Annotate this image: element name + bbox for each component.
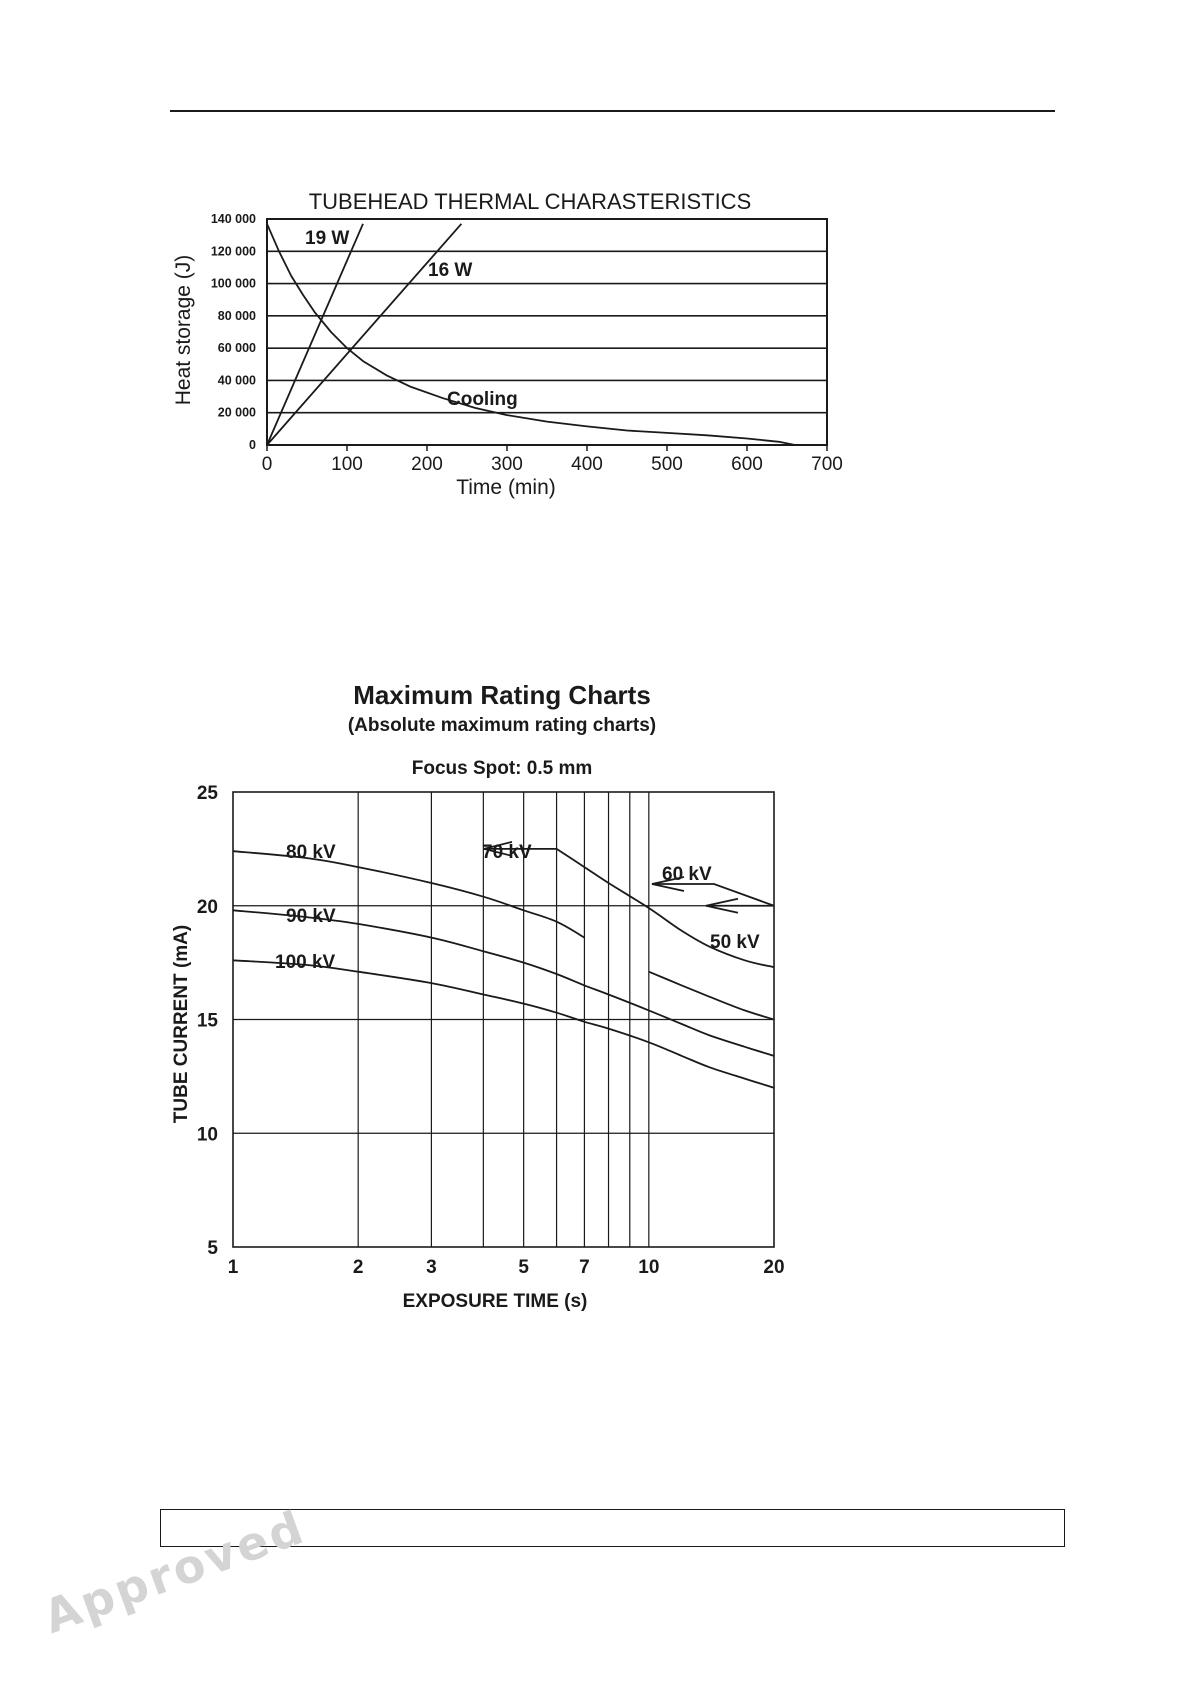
thermal-ytick-label: 40 000 [217, 373, 256, 388]
rating-series-100-kv [233, 960, 774, 1088]
thermal-ytick-label: 80 000 [217, 308, 256, 323]
thermal-ytick-label: 60 000 [217, 341, 256, 356]
thermal-xtick-label: 100 [331, 454, 363, 475]
rating-xtick-label: 3 [426, 1257, 437, 1278]
rating-chart-title: Maximum Rating Charts [353, 680, 651, 710]
thermal-ytick-label: 140 000 [210, 212, 256, 226]
rating-curve-label: 60 kV [662, 864, 712, 885]
thermal-chart-title: TUBEHEAD THERMAL CHARASTERISTICS [308, 189, 752, 214]
thermal-ytick-label: 100 000 [210, 276, 256, 291]
rating-chart-subtitle: (Absolute maximum rating charts) [347, 715, 657, 736]
thermal-xtick-label: 300 [491, 454, 523, 475]
rating-xtick-label: 7 [579, 1257, 590, 1278]
thermal-series-16-w [267, 224, 461, 445]
rating-series-60-kv [649, 972, 774, 1020]
rating-chart-caption: Focus Spot: 0.5 mm [411, 758, 593, 779]
rating-ytick-label: 25 [196, 783, 218, 804]
rating-curve-label: 80 kV [286, 842, 336, 863]
thermal-chart-xlabel: Time (min) [456, 476, 556, 499]
rating-ytick-label: 20 [196, 896, 218, 918]
rating-xtick-label: 10 [638, 1257, 660, 1278]
thermal-chart [0, 0, 1190, 520]
approved-watermark: Approved [36, 1499, 313, 1644]
rating-xtick-label: 1 [227, 1257, 239, 1278]
thermal-series-cooling [267, 224, 795, 445]
thermal-xtick-label: 200 [411, 454, 443, 475]
thermal-chart-ylabel: Heat storage (J) [172, 254, 195, 406]
thermal-ytick-label: 120 000 [210, 244, 256, 259]
thermal-annotation: 16 W [428, 260, 473, 281]
thermal-annotation: Cooling [447, 389, 518, 410]
rating-xtick-label: 5 [518, 1257, 529, 1278]
rating-chart-ylabel: TUBE CURRENT (mA) [171, 924, 192, 1124]
thermal-xtick-label: 700 [811, 454, 843, 475]
rating-curve-label: 70 kV [482, 842, 532, 863]
rating-xtick-label: 2 [352, 1257, 364, 1278]
thermal-annotation: 19 W [305, 228, 350, 249]
thermal-xtick-label: 600 [731, 454, 763, 475]
rating-curve-label: 50 kV [710, 932, 760, 953]
thermal-xtick-label: 500 [651, 454, 683, 475]
thermal-ytick-label: 20 000 [217, 405, 256, 420]
rating-series-90-kv [233, 910, 774, 1056]
thermal-ytick-label: 0 [249, 438, 256, 452]
rating-curve-label: 100 kV [275, 952, 336, 973]
rating-ytick-label: 5 [207, 1238, 218, 1259]
rating-curve-label: 90 kV [286, 906, 336, 927]
thermal-xtick-label: 0 [261, 454, 273, 475]
rating-xtick-label: 20 [763, 1257, 785, 1278]
rating-ytick-label: 15 [196, 1010, 218, 1032]
rating-chart-xlabel: EXPOSURE TIME (s) [402, 1291, 588, 1312]
rating-ytick-label: 10 [196, 1124, 218, 1146]
thermal-xtick-label: 400 [571, 454, 603, 475]
rating-chart [0, 660, 1190, 1330]
